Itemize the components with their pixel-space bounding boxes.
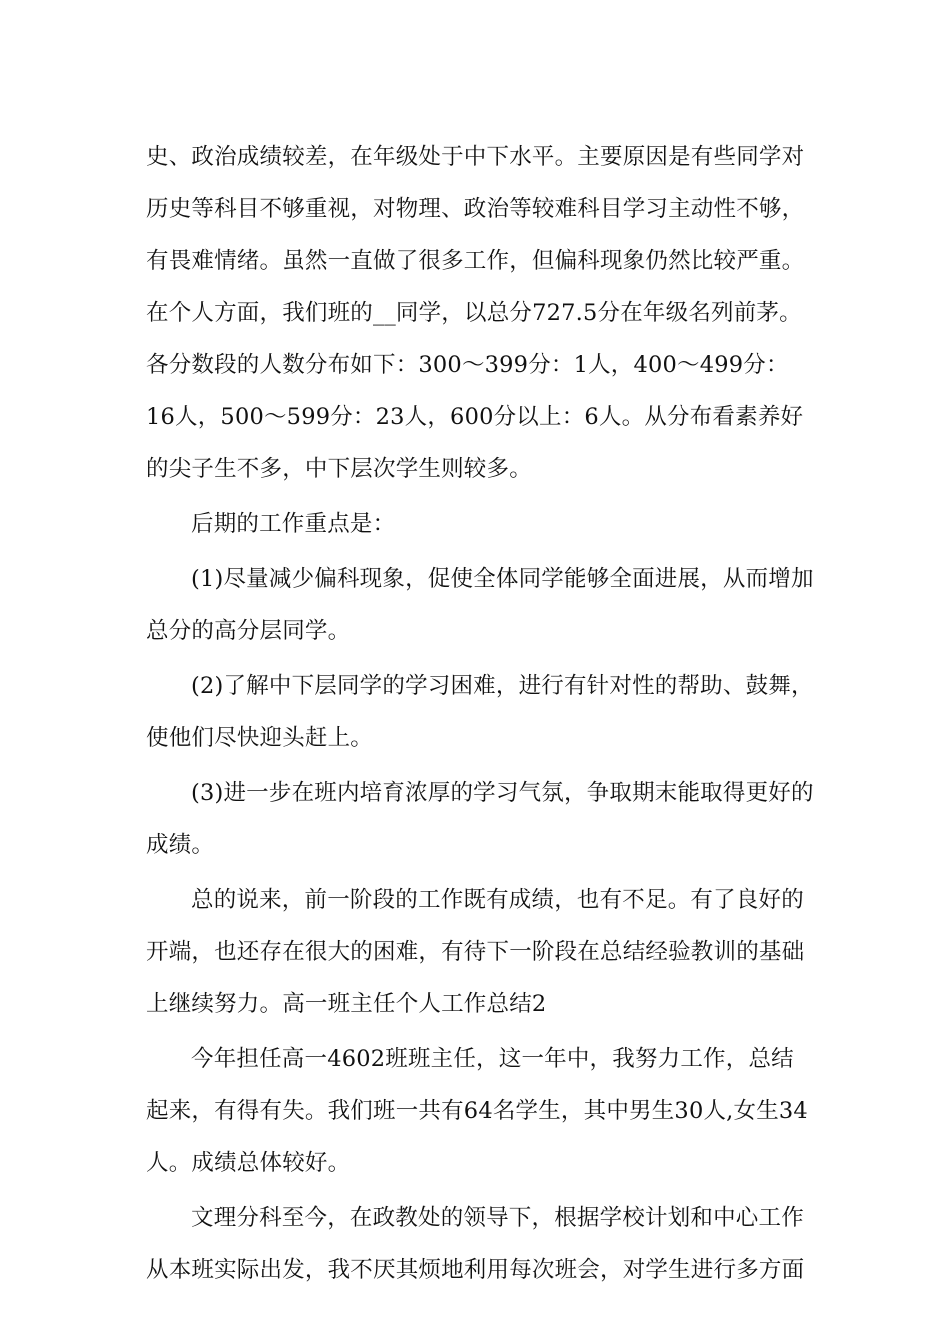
paragraph-7: 今年担任高一4602班班主任，这一年中，我努力工作，总结起来，有得有失。我们班一共有64名学生，其中男生30人,女生34人。成绩总体较好。 (146, 1046, 808, 1176)
paragraph-1: 史、政治成绩较差，在年级处于中下水平。主要原因是有些同学对历史等科目不够重视，对物理、政治等较难科目学习主动性不够，有畏难情绪。虽然一直做了很多工作，但偏科现象仍然比较严重。在个人方面，我们班的__同学，以总分727.5分在年级名列前茅。各分数段的人数分布如下：300～399分：1人，400～499分：16人，500～599分：23人，600分以上：6人。从分布看素养好的尖子生不多，中下层次学生则较多。 (146, 144, 805, 482)
paragraph-3: (1)尽量减少偏科现象，促使全体同学能够全面进展，从而增加总分的高分层同学。 (146, 566, 814, 644)
paragraph-6: 总的说来，前一阶段的工作既有成绩，也有不足。有了良好的开端，也还存在很大的困难，有待下一阶段在总结经验教训的基础上继续努力。高一班主任个人工作总结2 (146, 887, 805, 1017)
paragraph-2: 后期的工作重点是： (191, 511, 396, 537)
paragraph-4: (2)了解中下层同学的学习困难，进行有针对性的帮助、鼓舞，使他们尽快迎头赶上。 (146, 673, 814, 751)
paragraph-5: (3)进一步在班内培育浓厚的学习气氛，争取期末能取得更好的成绩。 (146, 780, 814, 858)
document-body (146, 131, 814, 1299)
paragraph-8: 文理分科至今，在政教处的领导下，根据学校计划和中心工作从本班实际出发，我不厌其烦地利用每次班会，对学生进行多方面 (146, 1205, 805, 1283)
